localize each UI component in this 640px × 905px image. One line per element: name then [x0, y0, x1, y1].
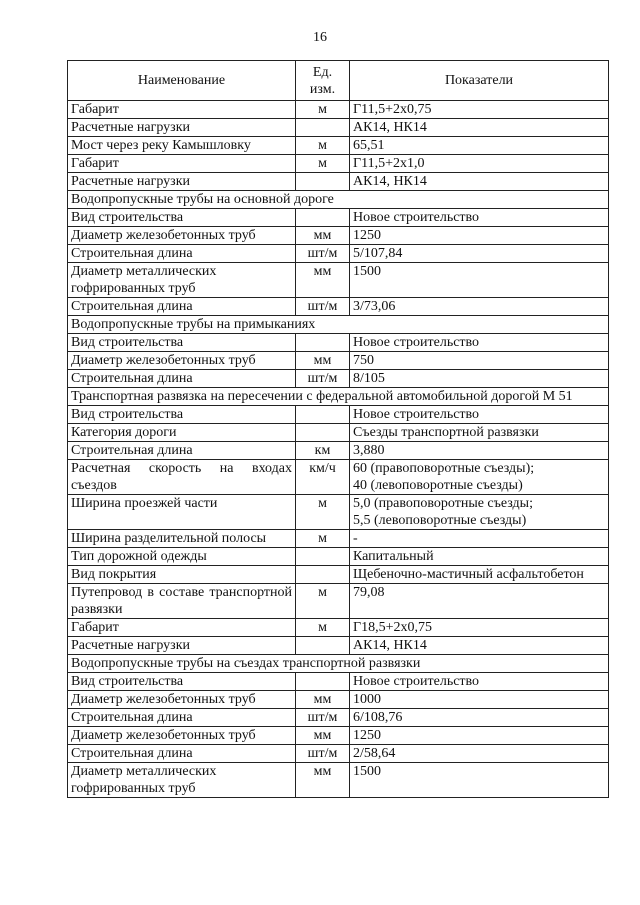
header-value: Показатели — [350, 61, 609, 101]
row-value: - — [350, 530, 609, 548]
row-name: Расчетные нагрузки — [68, 173, 296, 191]
row-unit: шт/м — [296, 245, 350, 263]
table-row — [68, 334, 609, 352]
row-value: 1250 — [350, 227, 609, 245]
row-unit: м — [296, 137, 350, 155]
row-unit: шт/м — [296, 370, 350, 388]
row-name: Мост через реку Камышловку — [68, 137, 296, 155]
section-row — [68, 655, 609, 673]
table-row — [68, 530, 609, 548]
header-name: Наименование — [68, 61, 296, 101]
row-value: 2/58,64 — [350, 745, 609, 763]
row-unit — [296, 334, 350, 352]
row-unit: мм — [296, 227, 350, 245]
row-value: АК14, НК14 — [350, 119, 609, 137]
row-value: Новое строительство — [350, 209, 609, 227]
row-unit: км — [296, 442, 350, 460]
table-row — [68, 227, 609, 245]
row-name: Диаметр металлических гофрированных труб — [68, 263, 296, 298]
table-row — [68, 245, 609, 263]
row-value: Г11,5+2х0,75 — [350, 101, 609, 119]
row-unit: м — [296, 101, 350, 119]
table-row — [68, 155, 609, 173]
row-name: Ширина проезжей части — [68, 495, 296, 530]
row-unit: мм — [296, 763, 350, 798]
row-value: 1250 — [350, 727, 609, 745]
row-value: Новое строительство — [350, 406, 609, 424]
row-unit — [296, 119, 350, 137]
section-title: Водопропускные трубы на примыканиях — [68, 316, 609, 334]
row-value: 79,08 — [350, 584, 609, 619]
row-unit: м — [296, 495, 350, 530]
row-unit: шт/м — [296, 745, 350, 763]
table-row — [68, 763, 609, 798]
row-name: Габарит — [68, 155, 296, 173]
row-unit — [296, 173, 350, 191]
table-row — [68, 352, 609, 370]
row-unit — [296, 566, 350, 584]
row-unit: мм — [296, 263, 350, 298]
row-name: Вид строительства — [68, 209, 296, 227]
row-name: Строительная длина — [68, 745, 296, 763]
row-value: 8/105 — [350, 370, 609, 388]
row-name: Расчетные нагрузки — [68, 637, 296, 655]
table-row — [68, 566, 609, 584]
row-unit: мм — [296, 727, 350, 745]
table-row — [68, 119, 609, 137]
indicators-table — [67, 60, 609, 798]
table-row — [68, 406, 609, 424]
row-name: Вид строительства — [68, 673, 296, 691]
table-header-row — [68, 61, 609, 101]
table-row — [68, 173, 609, 191]
row-unit: км/ч — [296, 460, 350, 495]
row-value: 1000 — [350, 691, 609, 709]
row-unit — [296, 406, 350, 424]
row-value: Съезды транспортной развязки — [350, 424, 609, 442]
row-name: Расчетные нагрузки — [68, 119, 296, 137]
row-value: Щебеночно-мастичный асфальтобетон — [350, 566, 609, 584]
row-name: Вид строительства — [68, 334, 296, 352]
table-row — [68, 727, 609, 745]
row-value: 5/107,84 — [350, 245, 609, 263]
row-unit — [296, 548, 350, 566]
row-name: Габарит — [68, 619, 296, 637]
row-name: Диаметр железобетонных труб — [68, 227, 296, 245]
section-row — [68, 316, 609, 334]
row-value: 3/73,06 — [350, 298, 609, 316]
row-name: Расчетная скорость на входах съездов — [68, 460, 296, 495]
row-unit: м — [296, 155, 350, 173]
row-name: Вид покрытия — [68, 566, 296, 584]
table-row — [68, 495, 609, 530]
row-unit: м — [296, 619, 350, 637]
table-body — [68, 101, 609, 798]
row-name: Путепровод в составе транспортной развязки — [68, 584, 296, 619]
row-unit: мм — [296, 691, 350, 709]
row-unit — [296, 424, 350, 442]
section-title: Водопропускные трубы на основной дороге — [68, 191, 609, 209]
row-value: Новое строительство — [350, 673, 609, 691]
row-name: Строительная длина — [68, 709, 296, 727]
row-unit: мм — [296, 352, 350, 370]
page-number: 16 — [313, 30, 327, 45]
table-row — [68, 709, 609, 727]
row-name: Строительная длина — [68, 442, 296, 460]
row-name: Строительная длина — [68, 245, 296, 263]
table-row — [68, 101, 609, 119]
row-unit: шт/м — [296, 298, 350, 316]
table-row — [68, 673, 609, 691]
table-row — [68, 370, 609, 388]
row-value: 5,0 (правоповоротные съезды; 5,5 (левоповоротные съезды) — [350, 495, 609, 530]
row-value: 750 — [350, 352, 609, 370]
row-value: Г11,5+2х1,0 — [350, 155, 609, 173]
section-row — [68, 191, 609, 209]
table-row — [68, 691, 609, 709]
row-name: Диаметр железобетонных труб — [68, 352, 296, 370]
section-title: Транспортная развязка на пересечении с федеральной автомобильной дорогой М 51 — [68, 388, 609, 406]
row-value: АК14, НК14 — [350, 173, 609, 191]
row-name: Диаметр металлических гофрированных труб — [68, 763, 296, 798]
row-name: Строительная длина — [68, 370, 296, 388]
table-row — [68, 209, 609, 227]
section-title: Водопропускные трубы на съездах транспортной развязки — [68, 655, 609, 673]
row-unit — [296, 673, 350, 691]
table-row — [68, 442, 609, 460]
row-value: Г18,5+2х0,75 — [350, 619, 609, 637]
row-value: Новое строительство — [350, 334, 609, 352]
table-row — [68, 460, 609, 495]
row-unit: м — [296, 584, 350, 619]
row-value: 65,51 — [350, 137, 609, 155]
row-value: АК14, НК14 — [350, 637, 609, 655]
row-name: Диаметр железобетонных труб — [68, 691, 296, 709]
row-value: 60 (правоповоротные съезды); 40 (левоповоротные съезды) — [350, 460, 609, 495]
row-unit: шт/м — [296, 709, 350, 727]
row-name: Диаметр железобетонных труб — [68, 727, 296, 745]
row-name: Ширина разделительной полосы — [68, 530, 296, 548]
section-row — [68, 388, 609, 406]
row-value: 6/108,76 — [350, 709, 609, 727]
row-name: Строительная длина — [68, 298, 296, 316]
row-unit — [296, 637, 350, 655]
row-unit — [296, 209, 350, 227]
table-row — [68, 548, 609, 566]
header-unit: Ед. изм. — [296, 61, 350, 101]
table-row — [68, 263, 609, 298]
row-name: Категория дороги — [68, 424, 296, 442]
table-row — [68, 298, 609, 316]
row-value: 3,880 — [350, 442, 609, 460]
row-name: Тип дорожной одежды — [68, 548, 296, 566]
table-row — [68, 619, 609, 637]
row-name: Вид строительства — [68, 406, 296, 424]
table-row — [68, 137, 609, 155]
row-value: 1500 — [350, 763, 609, 798]
table-row — [68, 584, 609, 619]
table-row — [68, 424, 609, 442]
table-row — [68, 637, 609, 655]
row-value: 1500 — [350, 263, 609, 298]
row-unit: м — [296, 530, 350, 548]
row-name: Габарит — [68, 101, 296, 119]
table-row — [68, 745, 609, 763]
row-value: Капитальный — [350, 548, 609, 566]
